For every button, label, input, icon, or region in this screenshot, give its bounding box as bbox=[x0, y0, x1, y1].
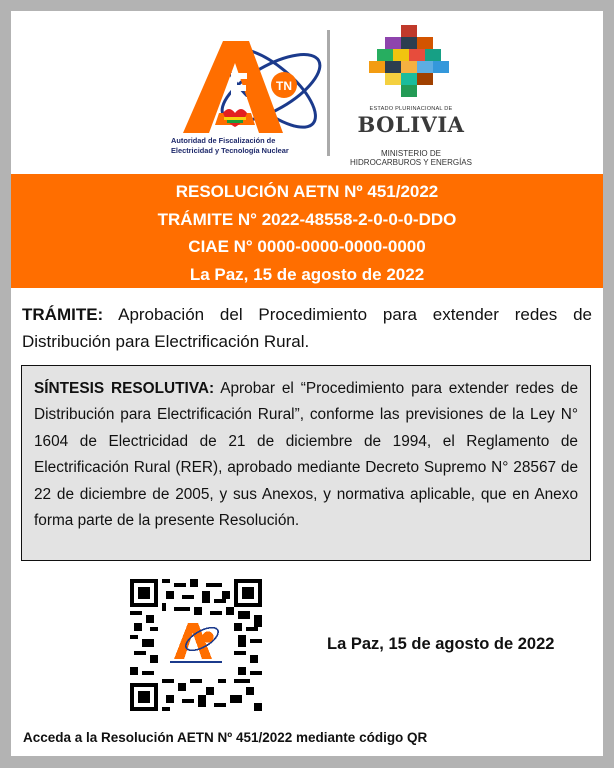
footer-date: La Paz, 15 de agosto de 2022 bbox=[327, 635, 555, 653]
ministerio-line1: MINISTERIO DE bbox=[380, 149, 441, 158]
document-panel bbox=[11, 11, 603, 756]
sintesis-box bbox=[21, 365, 591, 561]
aetn-caption-line2: Electricidad y Tecnología Nuclear bbox=[171, 146, 289, 155]
aetn-caption bbox=[171, 136, 331, 156]
sintesis-text: Aprobar el “Procedimiento para extender redes de Distribución para Electrificación Rural”, conforme las previsiones de la Ley N° 1604 de Electricidad de 21 de diciembre de 1994, el Reglamento de Electrificación Rural (RER), aprobado mediante Decreto Supremo N° 28567 de 22 de diciembre de 2005, y sus Anexos, y normativa aplicable, que en Anexo forma parte de la presente Resolución. bbox=[34, 380, 579, 530]
bolivia-name-text: BOLIVIA bbox=[357, 112, 465, 137]
sintesis-label: SÍNTESIS RESOLUTIVA: bbox=[34, 380, 215, 397]
aetn-caption-line1: Autoridad de Fiscalización de bbox=[171, 136, 276, 145]
svg-text:TN: TN bbox=[276, 79, 292, 93]
ministerio-line2: HIDROCARBUROS Y ENERGÍAS bbox=[350, 158, 472, 167]
tramite-label: TRÁMITE: bbox=[22, 305, 104, 324]
qr-code-icon bbox=[130, 578, 262, 712]
logo-separator bbox=[327, 30, 330, 156]
bolivia-logo bbox=[341, 21, 481, 171]
chakana-emblem-icon bbox=[341, 21, 481, 105]
qr-code[interactable] bbox=[130, 578, 262, 712]
qr-caption: Acceda a la Resolución AETN Nº 451/2022 mediante código QR bbox=[23, 730, 428, 745]
tramite-text: Aprobación del Procedimiento para extender redes de Distribución para Electrificación Rural. bbox=[22, 305, 592, 351]
ciae-number: CIAE N° 0000-0000-0000-0000 bbox=[188, 237, 426, 256]
aetn-emblem-icon bbox=[171, 33, 327, 138]
tramite-number: TRÁMITE N° 2022-48558-2-0-0-0-DDO bbox=[157, 209, 457, 229]
resolution-date: La Paz, 15 de agosto de 2022 bbox=[189, 264, 425, 284]
aetn-logo bbox=[171, 33, 327, 168]
resolution-header-band bbox=[11, 174, 603, 288]
resolution-number: RESOLUCIÓN AETN Nº 451/2022 bbox=[175, 182, 439, 201]
bolivia-estado-text: ESTADO PLURINACIONAL DE bbox=[369, 106, 453, 112]
tramite-paragraph bbox=[22, 301, 592, 355]
